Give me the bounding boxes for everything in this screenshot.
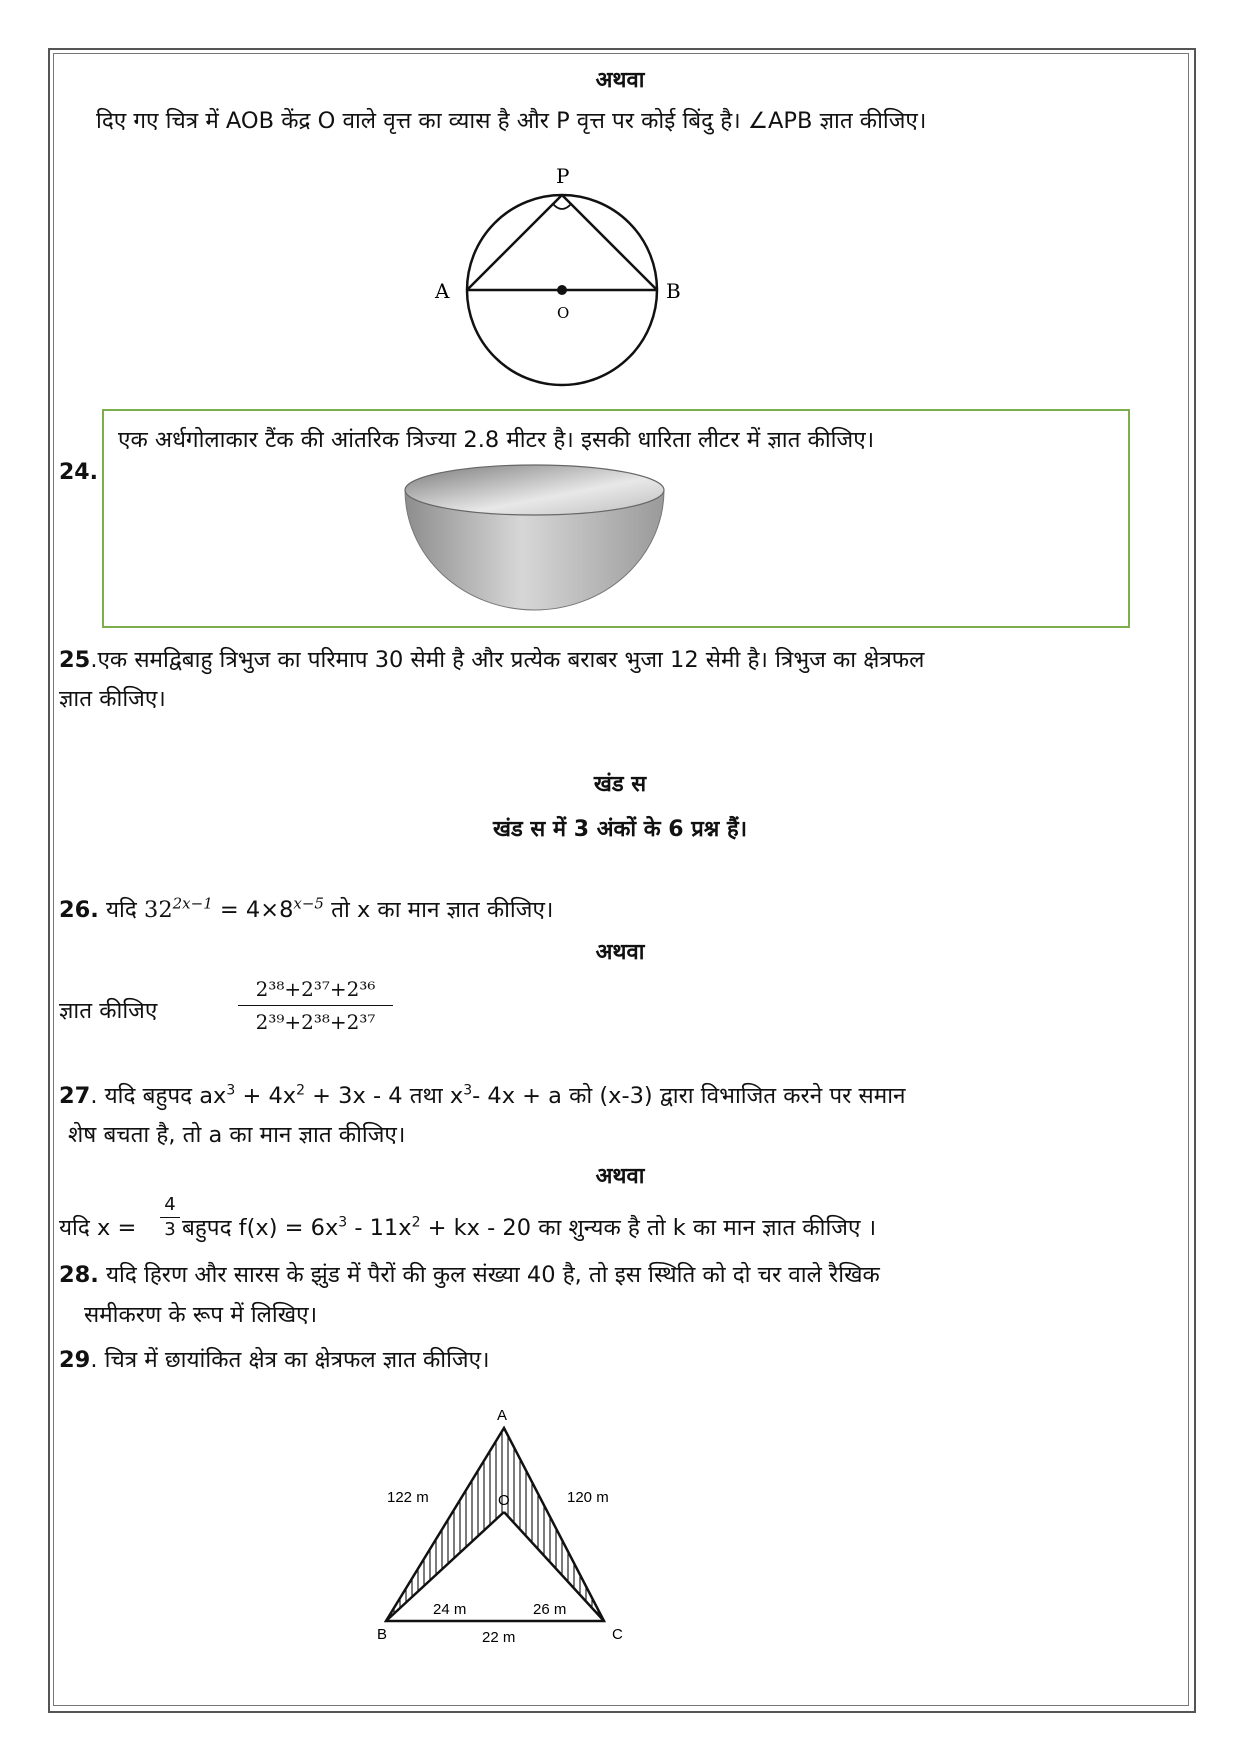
q26-middle: = 4×8: [212, 897, 294, 923]
q27-line1-d: - 4x + a को (x-3) द्वारा विभाजित करने पर समान: [472, 1083, 906, 1109]
chord-ap: [467, 195, 562, 290]
q25-line1: [59, 645, 924, 675]
q23-alt-text: दिए गए चित्र में AOB केंद्र O वाले वृत्त का व्यास है और P वृत्त पर कोई बिंदु है। ∠APB ज्ञात कीजिए।: [96, 108, 927, 134]
q27-alt-fraction: [160, 1194, 180, 1241]
q26-alt-label: ज्ञात कीजिए: [59, 998, 158, 1024]
fraction-bar: [238, 1005, 393, 1006]
athva-heading-1: अथवा: [595, 68, 645, 93]
q26-suffix: तो x का मान ज्ञात कीजिए।: [323, 897, 554, 923]
label-p: P: [556, 164, 570, 188]
q27-alt-rest: [182, 1213, 876, 1243]
q27-alt-c: - 11x: [347, 1215, 412, 1241]
hemisphere-bowl-image: [402, 462, 667, 612]
q28-line1: [59, 1260, 880, 1290]
label-vertex-a: A: [497, 1407, 508, 1424]
label-side-ab: 122 m: [387, 1489, 429, 1506]
q29-text: . चित्र में छायांकित क्षेत्र का क्षेत्रफल ज्ञात कीजिए।: [90, 1347, 490, 1373]
q29-line: [59, 1345, 490, 1375]
q28-number: 28.: [59, 1262, 99, 1288]
q27-alt-sup-3: 3: [338, 1214, 348, 1231]
label-side-bc: 22 m: [482, 1629, 516, 1646]
label-a: A: [435, 279, 450, 303]
label-side-ob: 24 m: [433, 1601, 467, 1618]
q26-line: [59, 895, 553, 925]
q26-alt-denominator: 2³⁹+2³⁸+2³⁷: [255, 1010, 376, 1034]
q26-number: 26.: [59, 897, 99, 923]
q27-alt-d: + kx - 20 का शुन्यक है तो k का मान ज्ञात कीजिए ।: [420, 1215, 877, 1241]
q28-text-line1: यदि हिरण और सारस के झुंड में पैरों की कुल संख्या 40 है, तो इस स्थिति को दो चर वाले रैखिक: [98, 1262, 880, 1288]
q27-sup-c: 3: [463, 1082, 473, 1099]
label-side-ac: 120 m: [567, 1489, 609, 1506]
q27-alt-numerator: 4: [164, 1194, 176, 1215]
chord-bp: [562, 195, 657, 290]
q27-alt-sup-2: 2: [411, 1214, 421, 1231]
q27-line1: [59, 1081, 906, 1111]
section-subtitle: खंड स में 3 अंकों के 6 प्रश्न हैं।: [492, 817, 748, 842]
fraction-bar: [160, 1217, 180, 1218]
q26-alt-numerator: 2³⁸+2³⁷+2³⁶: [255, 977, 376, 1001]
q26-base: 32: [144, 897, 173, 923]
bowl-inner-surface: [405, 465, 664, 515]
section-title: खंड स: [593, 772, 647, 797]
q27-line1-c: + 3x - 4 तथा x: [305, 1083, 464, 1109]
q27-alt-denominator: 3: [164, 1219, 176, 1240]
label-vertex-b: B: [377, 1626, 388, 1643]
label-point-o: O: [498, 1492, 510, 1509]
q25-number: 25: [59, 647, 91, 673]
q25-text-line1: .एक समद्विबाहु त्रिभुज का परिमाप 30 सेमी है और प्रत्येक बराबर भुजा 12 सेमी है। त्रिभुज का क्षेत्रफल: [90, 647, 925, 673]
angle-apb-arc: [553, 204, 571, 209]
q27-line1-a: . यदि बहुपद ax: [90, 1083, 227, 1109]
label-vertex-c: C: [612, 1626, 623, 1643]
q27-line2: शेष बचता है, तो a का मान ज्ञात कीजिए।: [68, 1122, 406, 1148]
q26-exp1: 2x−1: [172, 894, 213, 913]
q24-text: एक अर्धगोलाकार टैंक की आंतरिक त्रिज्या 2.8 मीटर है। इसकी धारिता लीटर में ज्ञात कीजिए।: [118, 427, 875, 453]
q27-sup-b: 2: [296, 1082, 306, 1099]
label-o: O: [557, 304, 570, 322]
athva-heading-3: अथवा: [595, 1164, 645, 1189]
q27-number: 27: [59, 1083, 91, 1109]
q26-prefix: यदि: [98, 897, 144, 923]
q27-sup-a: 3: [226, 1082, 236, 1099]
triangle-figure: [375, 1402, 655, 1652]
q25-line2: ज्ञात कीजिए।: [59, 686, 166, 712]
q26-alt-fraction: [238, 975, 393, 1036]
label-side-oc: 26 m: [533, 1601, 567, 1618]
q28-line2: समीकरण के रूप में लिखिए।: [84, 1302, 318, 1328]
q27-alt-a: यदि x =: [59, 1215, 137, 1241]
q29-number: 29: [59, 1347, 91, 1373]
q27-alt-b: बहुपद f(x) = 6x: [182, 1215, 339, 1241]
athva-heading-2: अथवा: [595, 940, 645, 965]
q27-line1-b: + 4x: [235, 1083, 297, 1109]
circle-figure: [425, 158, 700, 398]
q26-exp2: x−5: [293, 894, 324, 913]
q24-number: 24.: [59, 460, 98, 485]
center-point: [557, 285, 567, 295]
label-b: B: [666, 279, 681, 303]
